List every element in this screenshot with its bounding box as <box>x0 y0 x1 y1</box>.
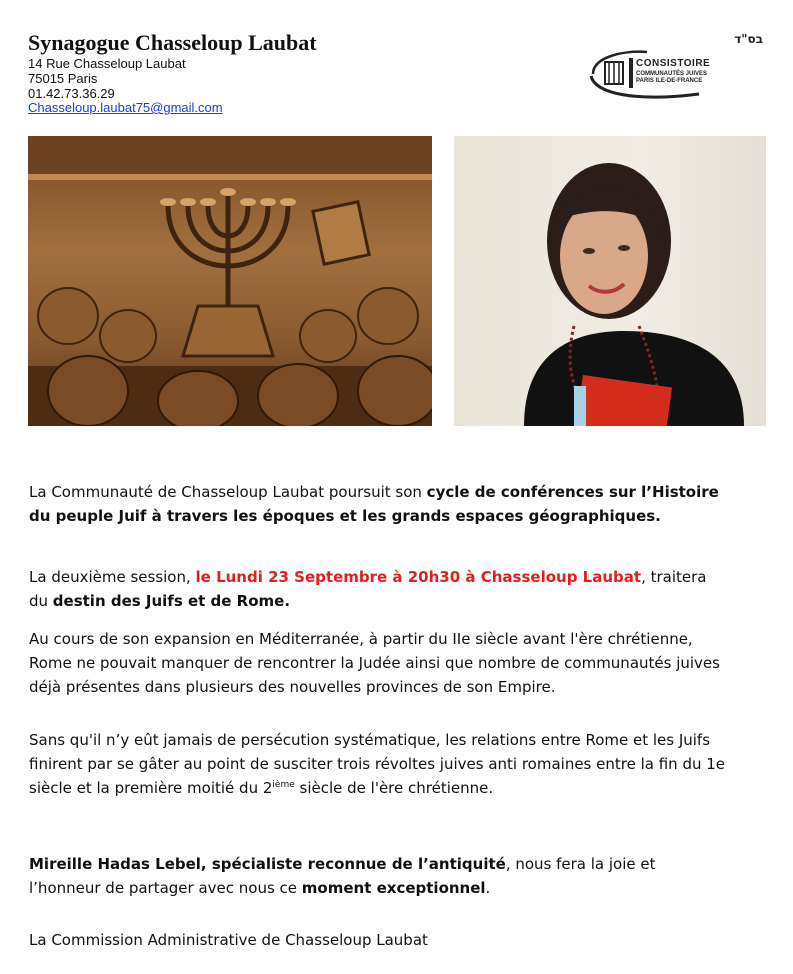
session-date-highlight: le Lundi 23 Septembre à 20h30 à Chasseloup Laubat <box>195 568 642 586</box>
expansion-paragraph: Au cours de son expansion en Méditerranée, à partir du IIe siècle avant l'ère chrétienne, Rome ne pouvait manquer de rencontrer la Judée ainsi que nombre de communautés juives déjà présentes dans plusieurs des nouvelles provinces de son Empire. <box>29 630 720 696</box>
logo-line1: CONSISTOIRE <box>636 58 711 69</box>
menorah-relief-photo <box>28 136 432 426</box>
revolts-text-before: Sans qu'il n’y eût jamais de persécution systématique, les relations entre Rome et les Juifs finirent par se gâter au point de susciter trois révoltes juives anti romaines entre la fin du 1e siècle et la première moitié du 2 <box>29 731 726 797</box>
intro-text: La Communauté de Chasseloup Laubat poursuit son <box>29 483 427 501</box>
logo-line2: COMMUNAUTÉS JUIVES <box>636 71 708 77</box>
speaker-paragraph <box>29 852 729 900</box>
session-paragraph <box>29 565 729 613</box>
header-title: Synagogue Chasseloup Laubat <box>28 30 317 55</box>
email-link[interactable]: Chasseloup.laubat75@gmail.com <box>28 100 223 115</box>
address-line1: 14 Rue Chasseloup Laubat <box>28 56 186 71</box>
hebrew-mark: בס"ד <box>734 32 763 46</box>
phone: 01.42.73.36.29 <box>28 86 115 101</box>
speaker-bold: Mireille Hadas Lebel, spécialiste reconnue de l’antiquité <box>29 855 506 873</box>
speaker-text-middle: , nous fera la joie et l’honneur de partager avec nous ce <box>29 855 656 897</box>
intro-bold: cycle de conférences sur l’Histoire du peuple Juif à travers les époques et les grands espaces géographiques. <box>29 483 719 525</box>
session-text-middle: , traitera du <box>29 568 707 610</box>
speaker-text-after: . <box>485 879 491 897</box>
revolts-paragraph <box>29 728 729 800</box>
speaker-bold2: moment exceptionnel <box>301 879 486 897</box>
revolts-text-after: siècle de l'ère chrétienne. <box>294 779 494 797</box>
intro-paragraph <box>29 480 729 528</box>
session-bold: destin des Juifs et de Rome. <box>52 592 291 610</box>
signature: La Commission Administrative de Chasseloup Laubat <box>29 931 428 949</box>
address-line2: 75015 Paris <box>28 71 98 86</box>
logo-line3: PARIS ILE-DE-FRANCE <box>636 78 703 84</box>
session-text-before: La deuxième session, <box>29 568 196 586</box>
portrait-photo <box>454 136 766 426</box>
revolts-superscript: ième <box>272 780 295 790</box>
